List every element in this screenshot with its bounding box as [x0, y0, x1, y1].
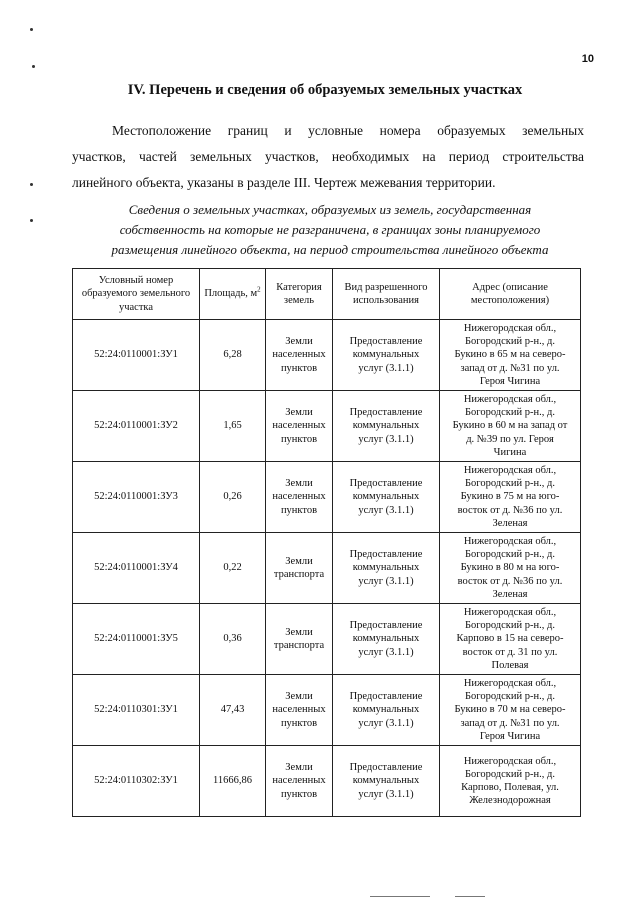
cell-land-category-line: Земли — [285, 336, 313, 348]
intro-line: линейного объекта, указаны в разделе III. Чертеж межевания территории. — [72, 175, 496, 190]
cell-permitted-use-line: Предоставление — [349, 336, 423, 348]
scan-mark — [455, 896, 485, 897]
cell-address-line: Богородский р-н., д. — [465, 620, 555, 632]
cell-land-category-line: пунктов — [280, 433, 318, 445]
cell-address-line: Зеленая — [492, 517, 528, 529]
cell-area: 11666,86 — [200, 746, 266, 817]
header-land-category: Категория земель — [266, 269, 333, 320]
cell-land-category-line: Земли — [285, 762, 313, 774]
cell-permitted-use-line: Предоставление — [349, 549, 423, 561]
cell-permitted-use-line: Предоставление — [349, 620, 423, 632]
header-plot-number: Условный номер образуемого земельного участка — [73, 269, 200, 320]
cell-land-category — [266, 462, 333, 533]
table-row — [73, 533, 581, 604]
cell-plot-number: 52:24:0110301:ЗУ1 — [73, 675, 200, 746]
cell-area: 47,43 — [200, 675, 266, 746]
cell-permitted-use — [333, 604, 440, 675]
cell-address — [440, 746, 581, 817]
table-row — [73, 320, 581, 391]
cell-permitted-use-line: услуг (3.1.1) — [358, 433, 414, 445]
cell-permitted-use-line: коммунальных — [352, 491, 420, 503]
cell-permitted-use-line: услуг (3.1.1) — [358, 504, 414, 516]
table-row — [73, 391, 581, 462]
cell-area: 1,65 — [200, 391, 266, 462]
cell-area: 6,28 — [200, 320, 266, 391]
cell-permitted-use — [333, 533, 440, 604]
cell-land-category-line: Земли — [285, 626, 313, 638]
cell-address-line: Нижегородская обл., — [463, 606, 557, 618]
cell-permitted-use-line: Предоставление — [349, 407, 423, 419]
cell-plot-number: 52:24:0110302:ЗУ1 — [73, 746, 200, 817]
intro-paragraph — [72, 118, 584, 196]
cell-address — [440, 604, 581, 675]
cell-permitted-use — [333, 391, 440, 462]
table-body — [73, 320, 581, 817]
cell-permitted-use — [333, 675, 440, 746]
cell-land-category-line: населенных — [272, 349, 326, 361]
cell-permitted-use — [333, 462, 440, 533]
cell-address-line: Героя Чигина — [479, 375, 541, 387]
cell-area: 0,22 — [200, 533, 266, 604]
cell-address — [440, 320, 581, 391]
cell-permitted-use-line: коммунальных — [352, 633, 420, 645]
header-area-label: Площадь, м — [204, 288, 258, 300]
cell-permitted-use-line: коммунальных — [352, 704, 420, 716]
cell-address — [440, 391, 581, 462]
cell-address-line: восток от д. №36 по ул. — [457, 504, 563, 516]
cell-address-line: Букино в 65 м на северо- — [454, 349, 566, 361]
table-row — [73, 462, 581, 533]
cell-permitted-use-line: Предоставление — [349, 762, 423, 774]
cell-address — [440, 462, 581, 533]
caption-line: собственность на которые не разграничена, в границах зоны планируемого — [119, 222, 541, 237]
cell-land-category-line: транспорта — [273, 569, 325, 580]
section-title: IV. Перечень и сведения об образуемых земельных участках — [127, 82, 523, 98]
caption-line: Сведения о земельных участках, образуемых из земель, государственная — [128, 202, 532, 217]
cell-area: 0,36 — [200, 604, 266, 675]
cell-plot-number: 52:24:0110001:ЗУ3 — [73, 462, 200, 533]
cell-address-line: Богородский р-н., д. — [465, 407, 555, 419]
cell-plot-number: 52:24:0110001:ЗУ4 — [73, 533, 200, 604]
cell-address-line: Карпово, Полевая, ул. — [461, 782, 559, 793]
cell-address-line: Букино в 60 м на запад от — [452, 420, 568, 432]
cell-land-category-line: Земли — [285, 691, 313, 703]
cell-permitted-use-line: услуг (3.1.1) — [358, 646, 414, 658]
table-header-row — [73, 269, 581, 320]
table-row — [73, 746, 581, 817]
cell-permitted-use — [333, 320, 440, 391]
cell-address-line: Богородский р-н., д. — [465, 336, 555, 348]
cell-address-line: Нижегородская обл., — [463, 535, 557, 547]
cell-land-category-line: пунктов — [280, 788, 318, 800]
cell-permitted-use-line: коммунальных — [352, 349, 420, 361]
cell-permitted-use-line: коммунальных — [352, 775, 420, 787]
cell-address — [440, 675, 581, 746]
cell-address-line: Букино в 70 м на северо- — [454, 704, 566, 716]
cell-permitted-use-line: услуг (3.1.1) — [358, 362, 414, 374]
cell-land-category — [266, 391, 333, 462]
cell-address-line: Нижегородская обл., — [463, 464, 557, 476]
scan-speck — [30, 183, 33, 186]
cell-address-line: Железнодорожная — [469, 795, 551, 807]
cell-address-line: Карпово в 15 на северо- — [456, 633, 564, 645]
cell-land-category-line: пунктов — [280, 717, 318, 729]
intro-line: Местоположение границ и условные номера образуемых земельных — [112, 123, 584, 138]
cell-plot-number: 52:24:0110001:ЗУ2 — [73, 391, 200, 462]
cell-land-category-line: населенных — [272, 491, 326, 503]
cell-permitted-use-line: услуг (3.1.1) — [358, 788, 414, 800]
cell-permitted-use-line: услуг (3.1.1) — [358, 575, 414, 587]
header-area-unit-exponent: 2 — [257, 285, 261, 294]
cell-land-category — [266, 320, 333, 391]
cell-address-line: восток от д. 31 по ул. — [462, 646, 558, 658]
cell-address-line: Героя Чигина — [479, 730, 541, 742]
cell-permitted-use-line: Предоставление — [349, 691, 423, 703]
cell-address-line: Букино в 80 м на юго- — [460, 562, 560, 574]
cell-permitted-use-line: коммунальных — [352, 562, 420, 574]
cell-address-line: Полевая — [491, 659, 529, 671]
cell-land-category-line: Земли — [285, 407, 313, 419]
cell-land-category-line: населенных — [272, 420, 326, 432]
caption-line: размещения линейного объекта, на период строительства линейного объекта — [111, 242, 549, 257]
table-row — [73, 604, 581, 675]
cell-address-line: Богородский р-н., д. — [465, 478, 555, 490]
page-number: 10 — [581, 53, 594, 65]
scan-mark — [370, 896, 430, 897]
cell-land-category-line: населенных — [272, 704, 326, 716]
cell-address-line: Нижегородская обл., — [463, 677, 557, 689]
cell-permitted-use — [333, 746, 440, 817]
cell-address-line: Нижегородская обл., — [463, 393, 557, 405]
cell-permitted-use-line: Предоставление — [349, 478, 423, 490]
cell-permitted-use-line: услуг (3.1.1) — [358, 717, 414, 729]
cell-land-category-line: транспорта — [273, 640, 325, 651]
cell-address-line: Богородский р-н., д. — [465, 768, 555, 780]
cell-address-line: восток от д. №36 по ул. — [457, 575, 563, 587]
header-area — [200, 269, 266, 320]
cell-address-line: Нижегородская обл., — [463, 322, 557, 334]
land-plots-table — [72, 268, 581, 817]
cell-land-category-line: пунктов — [280, 504, 318, 516]
header-permitted-use: Вид разрешенного использования — [333, 269, 440, 320]
cell-area: 0,26 — [200, 462, 266, 533]
cell-address-line: Богородский р-н., д. — [465, 691, 555, 703]
cell-permitted-use-line: коммунальных — [352, 420, 420, 432]
cell-address-line: Нижегородская обл., — [463, 755, 557, 767]
scan-speck — [30, 28, 33, 31]
cell-land-category-line: Земли — [285, 555, 313, 567]
cell-address-line: запад от д. №31 по ул. — [460, 717, 560, 729]
cell-address — [440, 533, 581, 604]
cell-land-category-line: населенных — [272, 775, 326, 787]
cell-land-category — [266, 746, 333, 817]
scan-speck — [32, 65, 35, 68]
cell-land-category-line: пунктов — [280, 362, 318, 374]
scan-speck — [30, 219, 33, 222]
cell-address-line: Чигина — [493, 446, 527, 458]
cell-address-line: Зеленая — [492, 588, 528, 600]
cell-address-line: д. №39 по ул. Героя — [466, 433, 554, 445]
cell-plot-number: 52:24:0110001:ЗУ1 — [73, 320, 200, 391]
cell-land-category — [266, 675, 333, 746]
cell-address-line: Букино в 75 м на юго- — [460, 491, 560, 503]
cell-land-category — [266, 604, 333, 675]
cell-land-category — [266, 533, 333, 604]
cell-address-line: Богородский р-н., д. — [465, 549, 555, 561]
cell-land-category-line: Земли — [285, 478, 313, 490]
cell-address-line: запад от д. №31 по ул. — [460, 362, 560, 374]
table-row — [73, 675, 581, 746]
header-address: Адрес (описание местоположения) — [440, 269, 581, 320]
table-caption — [80, 200, 580, 260]
cell-plot-number: 52:24:0110001:ЗУ5 — [73, 604, 200, 675]
intro-line: участков, частей земельных участков, необходимых на период строительства — [72, 149, 584, 164]
